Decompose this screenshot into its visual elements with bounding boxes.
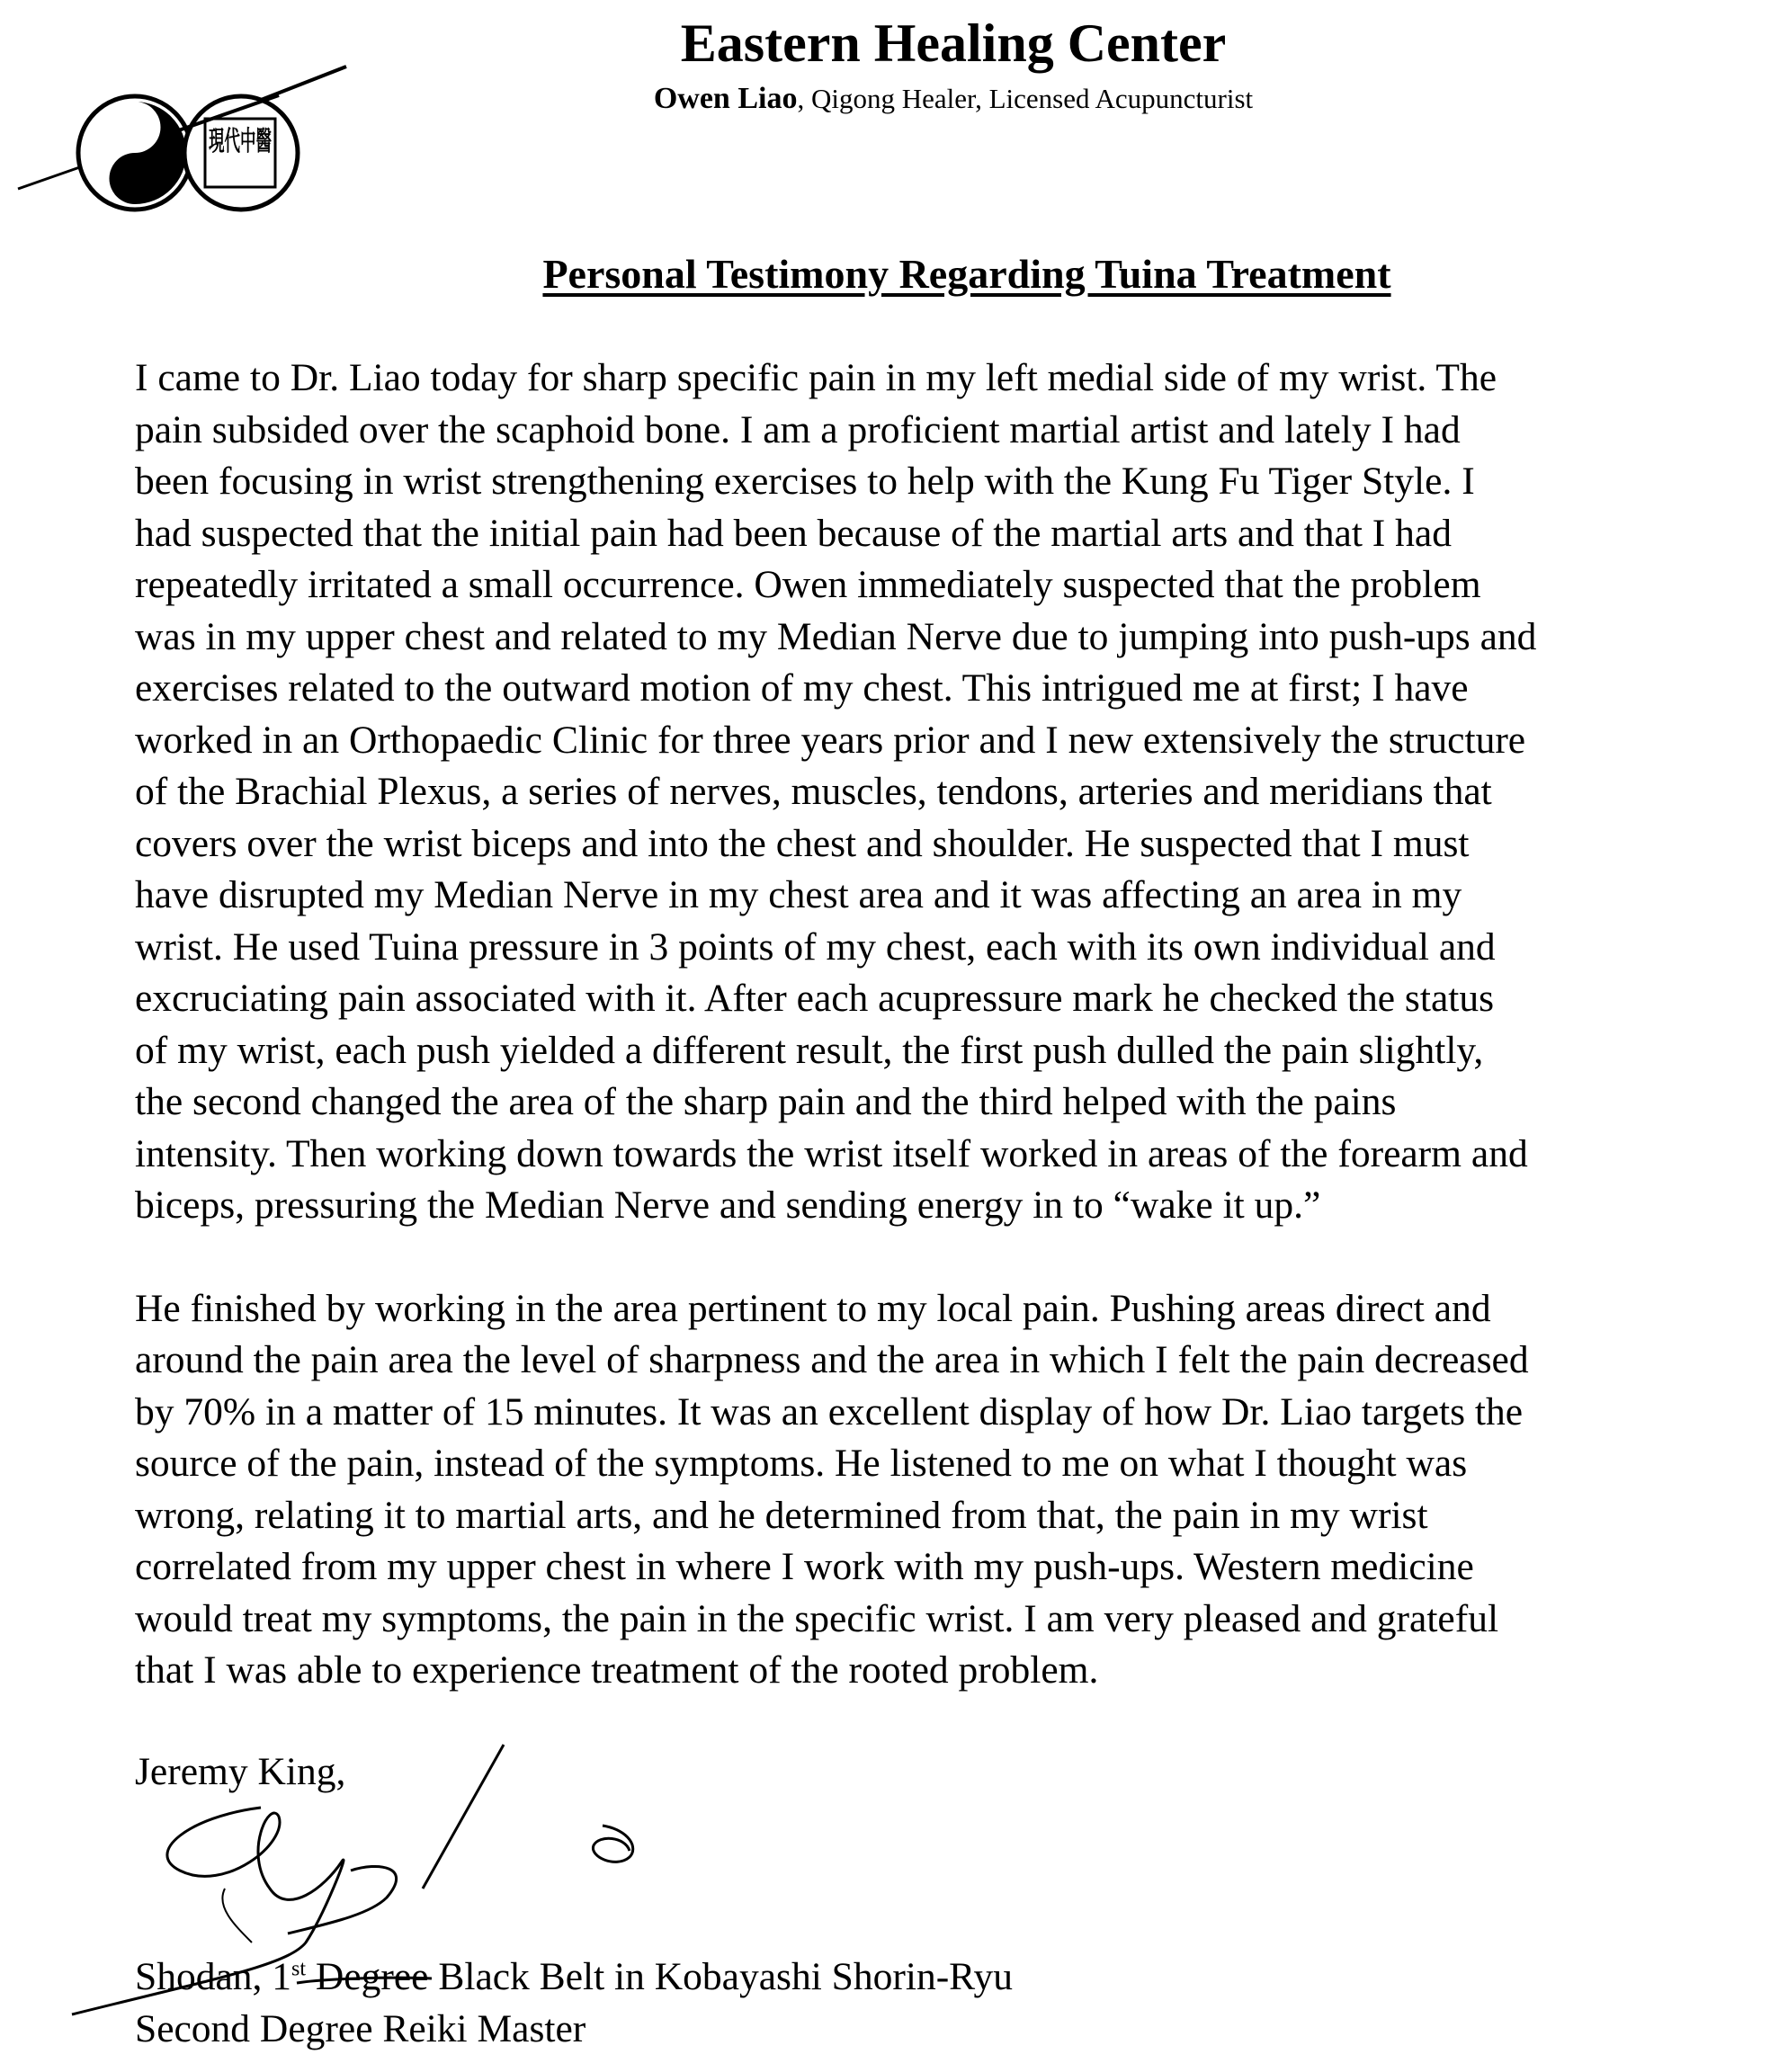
signer-credentials [135,1951,1013,2055]
healer-credentials: , Qigong Healer, Licensed Acupuncturist [797,83,1254,114]
healer-line [504,79,1403,119]
credential-line-2: Second Degree Reiki Master [135,2006,586,2050]
credential-line-1: Shodan, 1st Degree Black Belt in Kobayashi Shorin-Ryu [135,1955,1013,1998]
testimony-body [135,353,1761,1748]
center-name: Eastern Healing Center [680,13,1227,73]
document-title: Personal Testimony Regarding Tuina Treatment [542,251,1391,297]
closing-name: Jeremy King, [135,1750,346,1793]
logo-characters: 現代中醫 [209,126,272,157]
letterhead [504,7,1403,119]
testimony-paragraph-1: I came to Dr. Liao today for sharp specific pain in my left medial side of my wrist. The pain subsided over the scaphoid bone. I am a proficient martial artist and lately I had been focusing in wrist strengthening exercises to help with the Kung Fu Tiger Style. I had suspected that the initial pain had been because of the martial arts and that I had repeatedly irritated a small occurrence. Owen immediately suspected that the problem was in my upper chest and related to my Median Nerve due to jumping into push-ups and exercises related to the outward motion of my chest. This intrigued me at first; I have worked in an Orthopaedic Clinic for three years prior and I new extensively the structure of the Brachial Plexus, a series of nerves, muscles, tendons, arteries and meridians that covers over the wrist biceps and into the chest and shoulder. He suspected that I must have disrupted my Median Nerve in my chest area and it was affecting an area in my wrist. He used Tuina pressure in 3 points of my chest, each with its own individual and excruciating pain associated with it. After each acupressure mark he checked the status of my wrist, each push yielded a different result, the first push dulled the pain slightly, the second changed the area of the sharp pain and the third helped with the pains intensity. Then working down towards the wrist itself worked in areas of the forearm and biceps, pressuring the Median Nerve and sending energy in to “wake it up.” [135,356,1537,1227]
logo-seal [184,96,298,210]
healer-name: Owen Liao [653,82,798,115]
clinic-logo [9,54,351,216]
testimony-paragraph-2: He finished by working in the area pertinent to my local pain. Pushing areas direct and around the pain area the level of sharpness and the area in which I felt the pain decreased by 70% in a matter of 15 minutes. It was an excellent display of how Dr. Liao targets the source of the pain, instead of the symptoms. He listened to me on what I thought was wrong, relating it to martial arts, and he determined from that, the pain in my wrist correlated from my upper chest in where I work with my push-ups. Western medicine would treat my symptoms, the pain in the specific wrist. I am very pleased and grateful that I was able to experience treatment of the rooted problem. [135,1286,1529,1692]
yin-yang-icon [78,96,192,210]
